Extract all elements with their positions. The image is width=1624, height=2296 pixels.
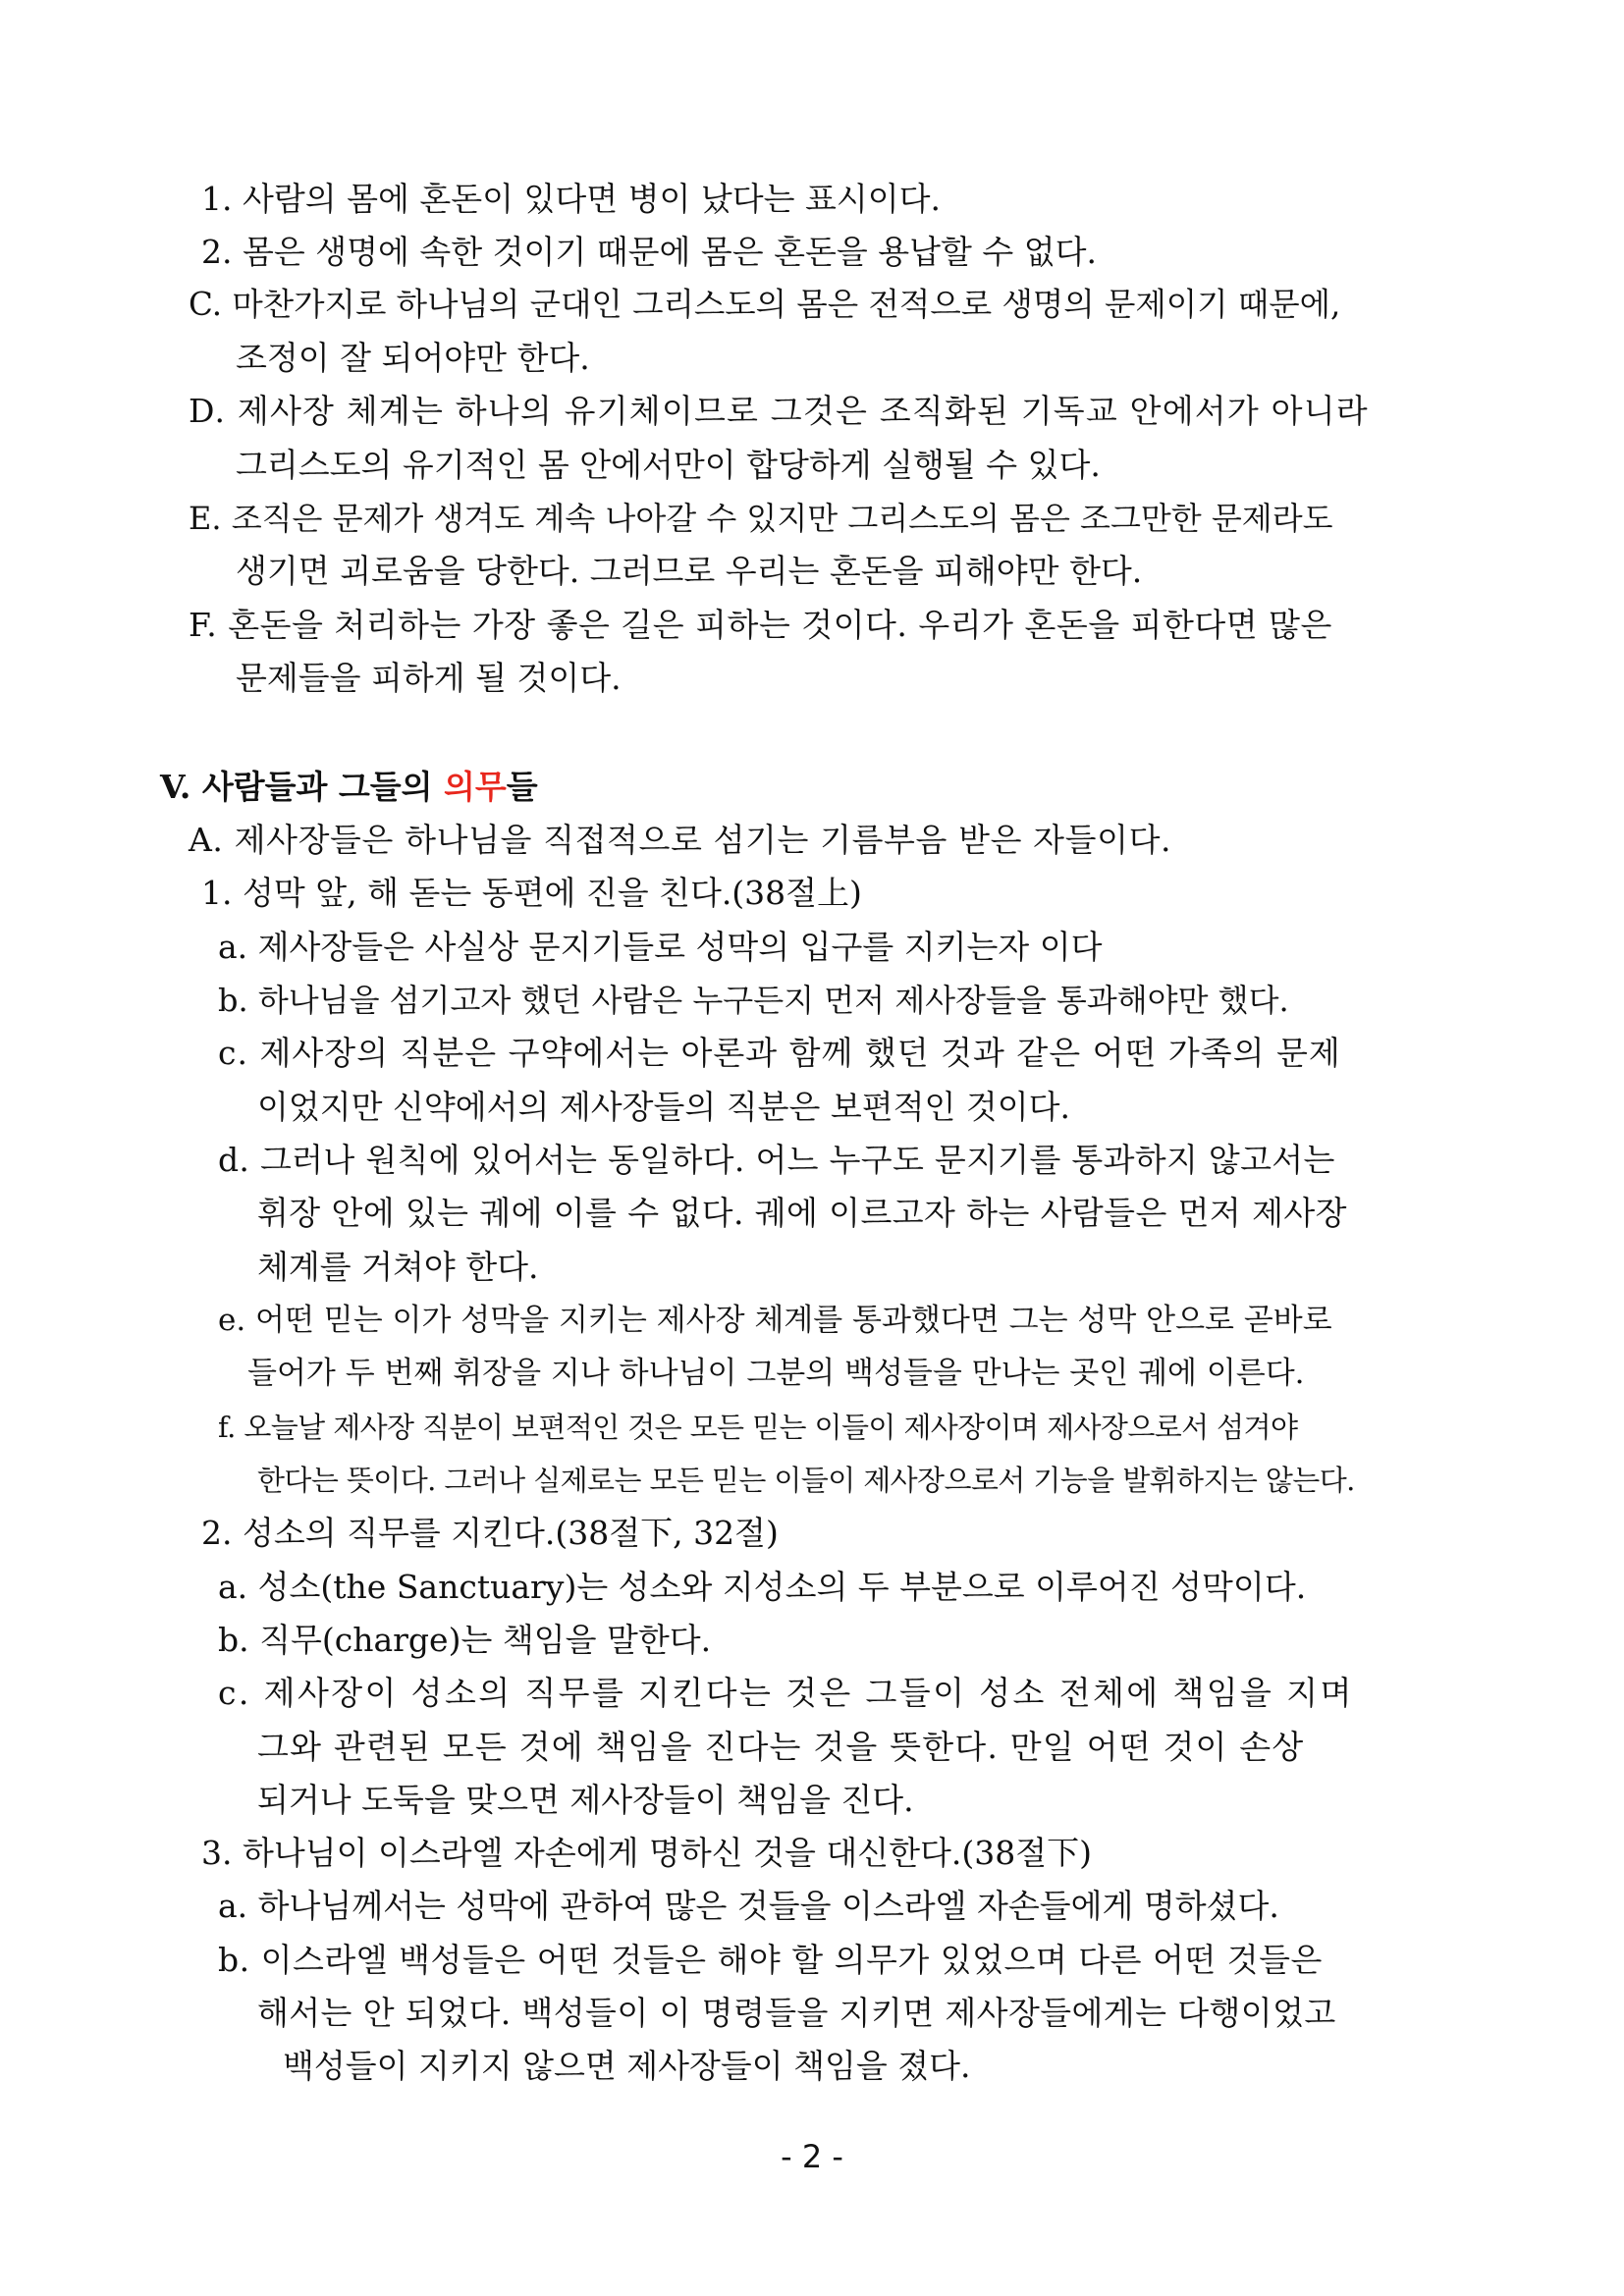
section-heading-suffix: 들 [506,768,538,806]
section-heading-prefix: V. 사람들과 그들의 [160,768,444,806]
list-item-continuation: 그리스도의 유기적인 몸 안에서만이 합당하게 실행될 수 있다. [236,446,1101,484]
list-item: E. 조직은 문제가 생겨도 계속 나아갈 수 있지만 그리스도의 몸은 조그만한 문제라도 [189,500,1333,537]
section-heading [160,766,538,809]
list-item-continuation: 조정이 잘 되어야만 한다. [236,339,590,377]
list-item-continuation: 생기면 괴로움을 당한다. 그러므로 우리는 혼돈을 피해야만 한다. [236,552,1143,590]
list-item-continuation: 들어가 두 번째 휘장을 지나 하나님이 그분의 백성들을 만나는 곳인 궤에 이른다. [247,1356,1305,1391]
list-item-continuation: 해서는 안 되었다. 백성들이 이 명령들을 지키면 제사장들에게는 다행이었고 [257,1994,1336,2032]
list-item: f. 오늘날 제사장 직분이 보편적인 것은 모든 믿는 이들이 제사장이며 제사장으로서 섬겨야 [218,1411,1298,1444]
list-item: b. 직무(charge)는 책임을 말한다. [218,1621,712,1659]
list-item: b. 이스라엘 백성들은 어떤 것들은 해야 할 의무가 있었으며 다른 어떤 것들은 [218,1941,1323,1979]
list-item: b. 하나님을 섬기고자 했던 사람은 누구든지 먼저 제사장들을 통과해야만 했다. [218,982,1289,1019]
list-item-continuation: 되거나 도둑을 맞으면 제사장들이 책임을 진다. [257,1781,914,1819]
list-item-continuation: 체계를 거쳐야 한다. [257,1248,539,1286]
list-item: a. 하나님께서는 성막에 관하여 많은 것들을 이스라엘 자손들에게 명하셨다. [218,1887,1279,1925]
list-item: F. 혼돈을 처리하는 가장 좋은 길은 피하는 것이다. 우리가 혼돈을 피한다면 많은 [189,606,1332,644]
list-item: a. 성소(the Sanctuary)는 성소와 지성소의 두 부분으로 이루어진 성막이다. [218,1568,1307,1606]
list-item-continuation: 이었지만 신약에서의 제사장들의 직분은 보편적인 것이다. [257,1088,1071,1126]
list-item: 3. 하나님이 이스라엘 자손에게 명하신 것을 대신한다.(38절下) [201,1834,1092,1872]
list-item-continuation: 그와 관련된 모든 것에 책임을 진다는 것을 뜻한다. 만일 어떤 것이 손상 [257,1728,1305,1766]
list-item: 1. 성막 앞, 해 돋는 동편에 진을 친다.(38절上) [201,874,862,912]
list-item-continuation: 백성들이 지키지 않으면 제사장들이 책임을 졌다. [283,2047,971,2085]
list-item-continuation: 휘장 안에 있는 궤에 이를 수 없다. 궤에 이르고자 하는 사람들은 먼저 제사장 [257,1194,1347,1232]
list-item: e. 어떤 믿는 이가 성막을 지키는 제사장 체계를 통과했다면 그는 성막 안으로 곧바로 [218,1303,1332,1338]
list-item-continuation: 문제들을 피하게 될 것이다. [236,659,622,697]
list-item: D. 제사장 체계는 하나의 유기체이므로 그것은 조직화된 기독교 안에서가 아니라 [189,392,1369,430]
list-item: A. 제사장들은 하나님을 직접적으로 섬기는 기름부음 받은 자들이다. [189,821,1172,859]
list-item: 2. 몸은 생명에 속한 것이기 때문에 몸은 혼돈을 용납할 수 없다. [201,233,1097,271]
list-item: c. 제사장이 성소의 직무를 지킨다는 것은 그들이 성소 전체에 책임을 지며 [218,1674,1354,1712]
list-item: d. 그러나 원칙에 있어서는 동일하다. 어느 누구도 문지기를 통과하지 않고서는 [218,1141,1335,1179]
list-item: C. 마찬가지로 하나님의 군대인 그리스도의 몸은 전적으로 생명의 문제이기 때문에, [189,286,1341,323]
list-item: c. 제사장의 직분은 구약에서는 아론과 함께 했던 것과 같은 어떤 가족의 문제 [218,1034,1341,1072]
section-heading-highlight: 의무 [443,768,507,806]
list-item: 2. 성소의 직무를 지킨다.(38절下, 32절) [201,1514,779,1552]
list-item: a. 제사장들은 사실상 문지기들로 성막의 입구를 지키는자 이다 [218,928,1103,966]
list-item: 1. 사람의 몸에 혼돈이 있다면 병이 났다는 표시이다. [201,180,941,218]
list-item-continuation: 한다는 뜻이다. 그러나 실제로는 모든 믿는 이들이 제사장으로서 기능을 발휘하지는 않는다. [257,1464,1355,1497]
page-number: - 2 - [781,2138,843,2175]
